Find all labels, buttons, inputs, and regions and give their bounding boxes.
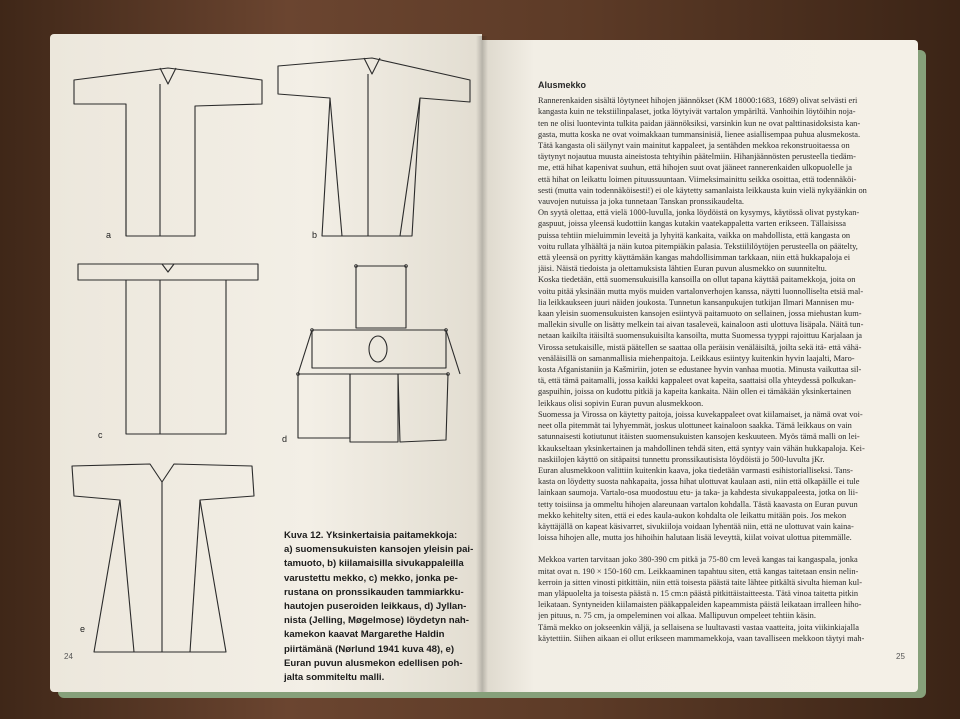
text-line: Virossa setukaisille, mistä päätellen se saattaa olla peräisin venäläisiltä, joilta sekä itä- että vähä- (538, 342, 862, 352)
text-line: gaspuihin, joissa on kudottu pitkiä ja kapeita kankaita. Näin ollen ei tämäkään yksinkertainen (538, 387, 852, 397)
text-line: täytynyt nojautua muusta aineistosta tehtyihin päätelmiin. Hihanjäännösten perusteella tiedäm- (538, 152, 856, 162)
caption-line: tamuoto, b) kiilamaisilla sivukappaleilla (284, 558, 464, 570)
caption-line: a) suomensukuisten kansojen yleisin pai- (284, 544, 474, 556)
text-line: Rannerenkaiden sisältä löytyneet hihojen jäännökset (KM 18000:1683, 1689) olivat selvästi eri (538, 96, 858, 106)
paragraph-2 (538, 554, 904, 644)
text-line: netaan kaikilta itäisiltä suomensukuisilta kansoilta, mutta Suomessa tyyppi rajoittuu Karjalaan ja (538, 331, 862, 341)
text-line: sesti (mutta vain todennäköisesti!) ei ole käytetty samanlaista leikkausta kuin vielä nykyäänkin on (538, 185, 867, 195)
paragraph-1 (538, 95, 904, 543)
text-line: kasta on löydetty suosta nahkapaita, jossa hihat ulottuvat kaulaan asti, niin että olkapäille ei tule (538, 477, 860, 487)
text-line: man yläpuolelta ja toisesta päästä n. 15 cm:n päästä pitkittäistaitteesta. Tätä vinoa taitetta pitkin (538, 588, 859, 598)
text-line: jen pituus, n. 75 cm, ja ompeleminen voi alkaa. Mallipuvun ompeleet tehtiin käsin. (538, 611, 816, 621)
pattern-c (78, 264, 258, 434)
page-number-left: 24 (64, 652, 73, 661)
text-line: Tämä mekko on jokseenkin väljä, ja sellaisena se luultavasti vastaa vaatteita, joita viikinkiajalla (538, 622, 859, 632)
text-line: Suomessa ja Virossa on käytetty paitoja, joissa kuvekappaleet ovat kiilamaiset, ja nämä ovat voi- (538, 409, 863, 419)
text-line: kaan yleisin suomensukuisten kansojen esiintyvä paitamuoto on sellainen, jossa miehustan kum- (538, 309, 862, 319)
text-line: gasta, mutta koska ne ovat voimakkaan tummansinisiä, lienee asiallisempaa puhua alusmekosta. (538, 129, 861, 139)
text-line: gaspuut, joissa yleensä kudottiin kangas kutakin vaatekappaletta varten erikseen. Tällaisissa (538, 219, 847, 229)
text-line: lainkaan saumoja. Vartalo-osa muodostuu etu- ja taka- ja kahdesta sivukappaleesta, jotka on lii- (538, 488, 858, 498)
text-line: leikkaus olisi sopivin Euran puvun alusmekkoon. (538, 398, 704, 408)
pattern-e (72, 464, 254, 652)
figure-label-a: a (106, 230, 112, 240)
text-line: kerroin ja sitten vinosti pitkittäin, niin että toisesta päästä taite lähtee pitkältä sivulta hieman kul- (538, 577, 862, 587)
caption-line: rustana on pronssikauden tammiarkku- (284, 586, 464, 598)
text-line: Mekkoa varten tarvitaan joko 380-390 cm pitkä ja 75-80 cm leveä kangas tai kangaspala, jonka (538, 555, 858, 565)
text-line: venäläisillä on samanmallisia miehenpaitoja. Leikkaus esiintyy kuitenkin hyvin laajalti, Maro- (538, 353, 855, 363)
text-line: kangasta kuin ne tekstiilinpalaset, jotka löytyivät vartalon ympäriltä. Vanhoihin löytöihin noja- (538, 107, 856, 117)
text-line: voitu rullata ylhäältä ja näin kutoa pitempiäkin palasia. Tekstiililöytöjen perusteella on päätelty, (538, 241, 858, 251)
pattern-a (74, 68, 262, 236)
caption-line: varustettu mekko, c) mekko, jonka pe- (284, 572, 458, 584)
text-line: leikataan. Syntyneiden kiilamaisten pääkappaleiden kapeammista päistä leikataan irralleen hiho- (538, 600, 862, 610)
text-line: Koska tiedetään, että suomensukuisilla kansoilla on ollut tapana käyttää paitamekkoja, joita on (538, 275, 856, 285)
text-line: mitat ovat n. 190 × 150-160 cm. Leikkaaminen tapahtuu siten, että kangas taitetaan ensin nelin- (538, 566, 859, 576)
figure-label-b: b (312, 230, 318, 240)
text-line: puissa tehtiin mieluimmin leveitä ja lyhyitä kankaita, vaikka on mahdollista, että kangasta on (538, 230, 851, 240)
caption-line: Euran puvun alusmekon edellisen poh- (284, 657, 463, 669)
caption-line: jalta sommiteltu malli. (284, 672, 385, 684)
caption-line: hautojen puseroiden leikkaus, d) Jyllan- (284, 601, 467, 613)
figure-label-e: e (80, 624, 86, 634)
book-gutter (476, 36, 488, 692)
caption-line: Kuva 12. Yksinkertaisia paitamekkoja: (284, 530, 458, 541)
pattern-b (278, 58, 470, 236)
figure-label-d: d (282, 434, 288, 444)
figure-caption (284, 529, 474, 685)
text-line: mallekin sivulle on lisätty melkein tai aivan tasaleveä, kainaloon asti ulottuva lisäpala. Näitä tun- (538, 320, 864, 330)
left-page (50, 34, 482, 692)
text-line: kosta Afganistaniin ja Kašmiriin, joten se edustanee hyvin vanhaa muotia. Minusta vaikuttaa sil- (538, 365, 862, 375)
figure-label-c: c (98, 430, 103, 440)
article-body (538, 80, 904, 644)
text-line: mekko kehitelty siten, että ei edes kaula-aukon kohdalta ole leikattu mitään pois. Jos mekon (538, 510, 847, 520)
text-line: Euran alusmekkoon valittiin kuitenkin kaava, joka tiedetään varmasti esihistorialliseksi. Tans- (538, 465, 853, 475)
article-title: Alusmekko (538, 80, 587, 90)
paragraph-gap (538, 543, 904, 554)
text-line: lia leikkaukseen juuri näiden joukosta. Tunnetun kansanpukujen tutkijan Ilmari Mannisen mu- (538, 297, 855, 307)
text-line: loissa hihojen alle, mutta jos hihoihin halutaan lisää leveyttä, kiilat voivat ulottua pitemmälle. (538, 533, 852, 543)
text-line: että hihat on leikattu loimen pituussuuntaan. Viimeksimainittu seikka osoittaa, että todennäköi- (538, 174, 857, 184)
text-line: Tätä kangasta oli säilynyt vain mainitut kappaleet, ja sentähden mekkoa rekonstruoitaessa on (538, 141, 850, 151)
text-line: tä, että tämä paitamalli, jossa kaikki kappaleet ovat kapeita, saattaisi olla yhteydessä polkukan- (538, 376, 856, 386)
text-line: vauvojen nutuissa ja joka tunnetaan Tanskan pronssikaudelta. (538, 197, 745, 207)
text-line: naskiilojen käyttö on sitäpaitsi tunnettu pronssikautisista löydöistä jo 500-luvulta jKr. (538, 454, 825, 464)
text-line: tetty toisiinsa ja ommeltu hihojen alareunaan vartalon kohdalla. Tästä kaavasta on Euran puvun (538, 499, 858, 509)
text-line: voitu pitää yksinään mutta myös muiden vartalonverhojen kanssa, näytti luonnolliselta etsiä mal- (538, 286, 864, 296)
caption-line: piirtämänä (Nørlund 1941 kuva 48), e) (284, 643, 455, 655)
caption-line: nista (Jelling, Møgelmose) löydetyn nah- (284, 615, 469, 627)
text-line: käytettiin. Siihen aikaan ei ollut erikseen mammamekkoja, vaan tavalliseen mekkoon täytyi mah- (538, 633, 865, 643)
right-page (482, 40, 918, 692)
text-line: jäisi. Näistä tiedoista ja olettamuksista lähtien Euran puvun alusmekko on suunniteltu. (538, 264, 827, 274)
text-line: me, että hihat kapenivat suuhun, että hihojen suut ovat jääneet rannerenkaiden ulkopuolelle ja (538, 163, 852, 173)
text-line: ten ne olisi luontevinta tulkita paidan jäännöksiksi, varsinkin kun ne ovat palttinasidoksista kan- (538, 118, 861, 128)
text-line: kkaukseltaan yksinkertainen ja mahdollinen tehdä siten, että syntyy vain vähän hukkapaloja. Kei- (538, 443, 865, 453)
text-line: neet olla pitemmät tai lyhyemmät, joskus ulottuneet kainaloon saakka. Tämä leikkaus on vain (538, 421, 852, 431)
caption-line: kamekon kaavat Margarethe Haldin (284, 629, 445, 641)
page-number-right: 25 (896, 652, 905, 661)
text-line: On syytä olettaa, että vielä 1000-luvulla, jonka löydöistä on kysymys, käytössä olivat pystykan- (538, 208, 860, 218)
text-line: satunnaisesti kotiutunut itäisten suomensukuisten kansojen keskuuteen. Myös tämä malli on lei- (538, 432, 860, 442)
text-line: käyttäjällä on kapeat käsivarret, sivukiiloja voidaan lyhentää niin, että ne ulottuvat vain kaina- (538, 521, 854, 531)
text-line: että yleensä on pyritty käyttämään kangas mahdollisimman tarkkaan, niin että hukkapaloja ei (538, 253, 851, 263)
pattern-d (297, 265, 460, 442)
